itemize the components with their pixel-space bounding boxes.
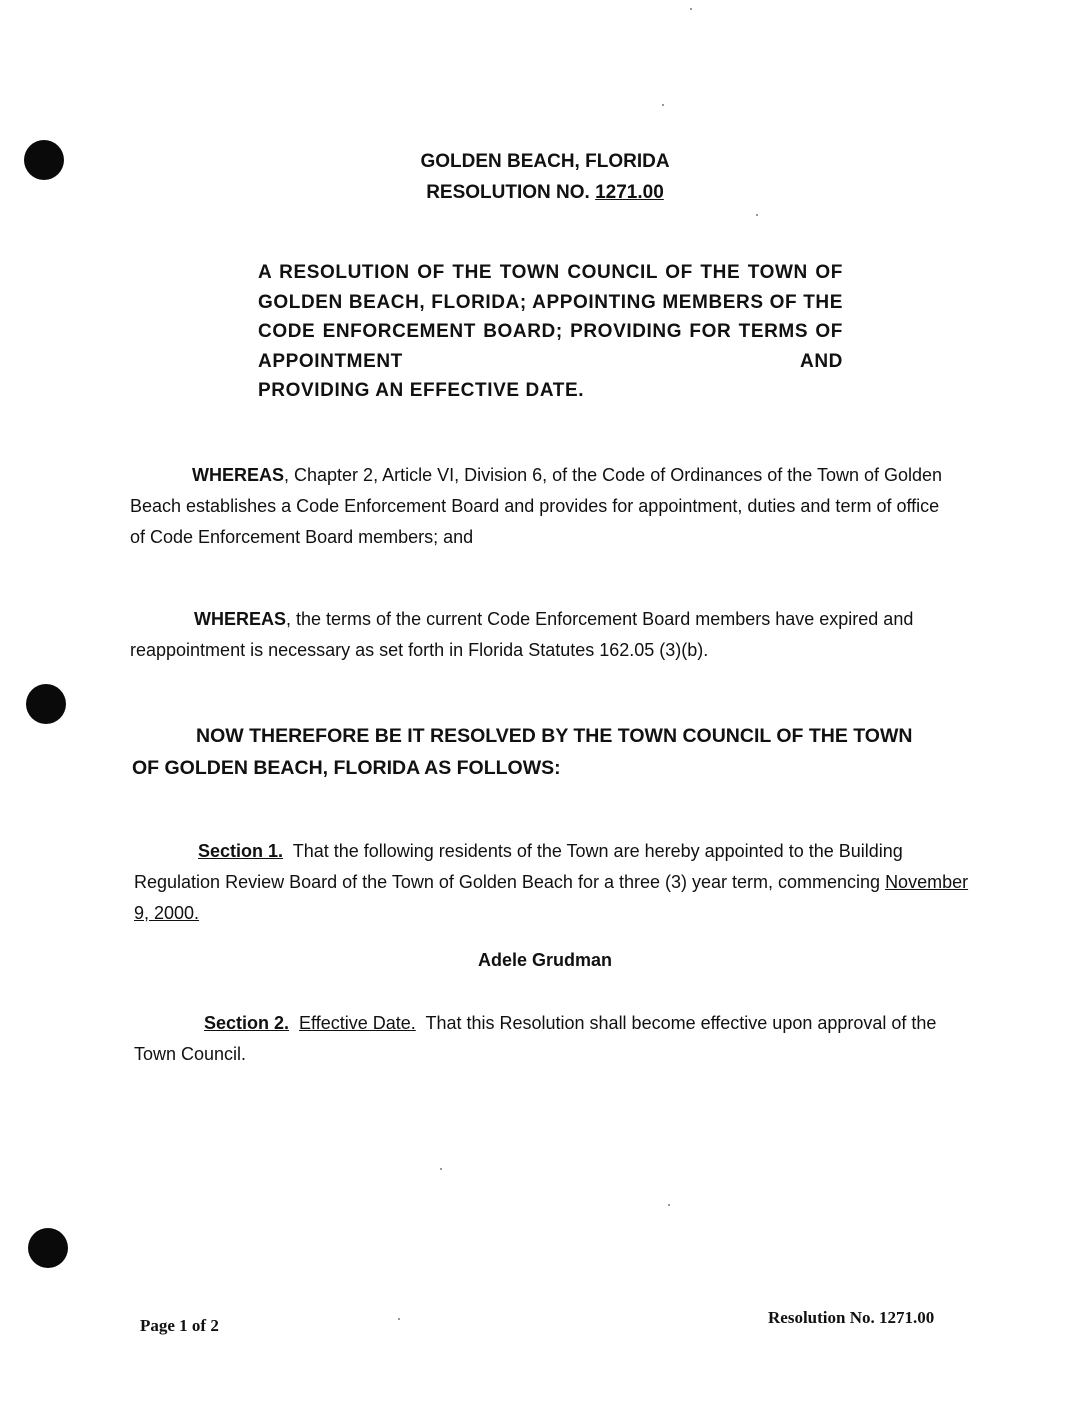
scan-speck <box>756 214 758 216</box>
title-line-2 <box>300 177 790 208</box>
punch-hole-middle <box>26 684 66 724</box>
scan-speck <box>398 1318 400 1320</box>
section-2-heading: Section 2. <box>204 1013 290 1033</box>
whereas-text-2: , the terms of the current Code Enforcement Board members have expired and reappointment is necessary as set forth in Florida Statutes 162.05 (3)(b). <box>130 609 914 660</box>
scan-speck <box>662 104 664 106</box>
section-1-date: November 9, 2000. <box>134 872 969 923</box>
resolution-number: 1271.00 <box>595 182 664 203</box>
resolution-caption <box>258 258 843 406</box>
scan-speck <box>668 1204 670 1206</box>
whereas-paragraph-2 <box>130 604 950 666</box>
footer-resolution-number: Resolution No. 1271.00 <box>768 1308 935 1327</box>
title-line-1: GOLDEN BEACH, FLORIDA <box>420 151 670 172</box>
document-title <box>300 146 790 208</box>
footer-page-number: Page 1 of 2 <box>140 1316 219 1335</box>
section-1 <box>134 836 974 929</box>
whereas-lead-1: WHEREAS <box>192 465 285 485</box>
section-2-text: That this Resolution shall become effective upon approval of the Town Council. <box>134 1013 942 1064</box>
section-1-heading: Section 1. <box>198 841 284 861</box>
resolved-text: NOW THEREFORE BE IT RESOLVED BY THE TOWN COUNCIL OF THE TOWN OF GOLDEN BEACH, FLORIDA AS FOLLOWS: <box>132 725 913 779</box>
appointee-name: Adele Grudman <box>477 950 613 970</box>
section-2-subheading: Effective Date. <box>299 1013 416 1033</box>
scan-speck <box>440 1168 442 1170</box>
resolution-label: RESOLUTION NO. <box>426 182 596 203</box>
section-1-text: That the following residents of the Town are hereby appointed to the Building Regulation Review Board of the Town of Golden Beach for a three (3) year term, commencing <box>134 841 908 892</box>
section-2 <box>134 1008 954 1070</box>
whereas-text-1: , Chapter 2, Article VI, Division 6, of the Code of Ordinances of the Town of Golden Beach establishes a Code Enforcement Board and provides for appointment, duties and term of office of Code Enforcement Board members; and <box>130 465 943 547</box>
scan-speck <box>690 8 692 10</box>
resolved-clause <box>132 720 932 784</box>
caption-last-line: PROVIDING AN EFFECTIVE DATE. <box>258 380 585 401</box>
punch-hole-bottom <box>28 1228 68 1268</box>
whereas-lead-2: WHEREAS <box>194 609 287 629</box>
caption-body: A RESOLUTION OF THE TOWN COUNCIL OF THE TOWN OF GOLDEN BEACH, FLORIDA; APPOINTING MEMBERS OF THE CODE ENFORCEMENT BOARD; PROVIDING FOR TERMS OF APPOINTMENT AND <box>258 262 843 372</box>
punch-hole-top <box>24 140 64 180</box>
whereas-paragraph-1 <box>130 460 945 553</box>
